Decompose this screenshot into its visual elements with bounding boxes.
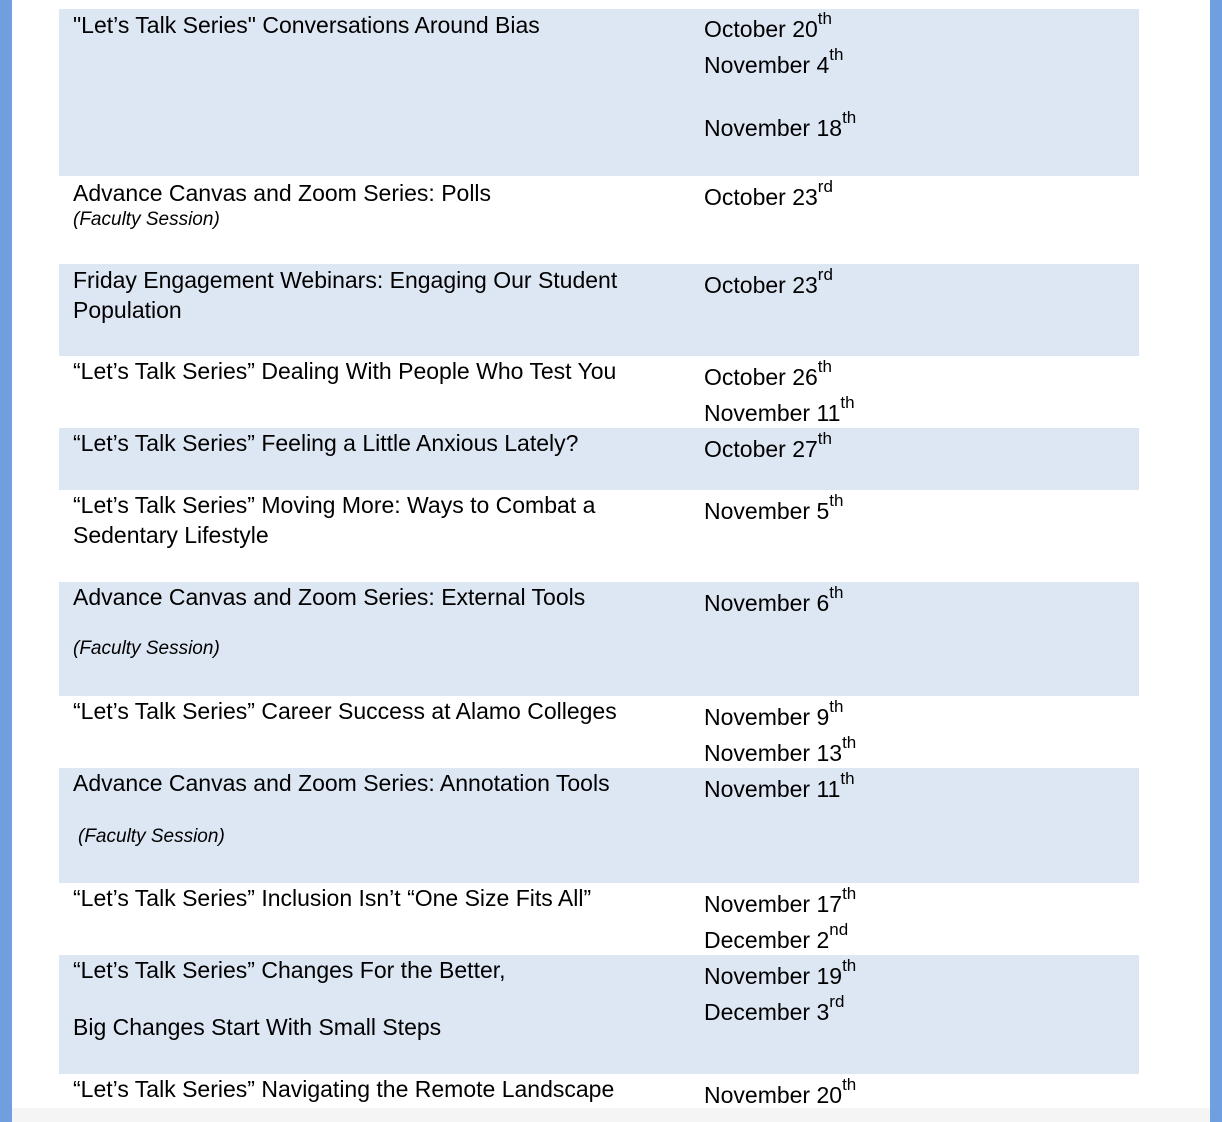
event-title-line: Friday Engagement Webinars: Engaging Our Student [73, 267, 618, 293]
schedule-row-canvas-zoom-annotation-tools [59, 768, 1139, 883]
event-title [73, 1074, 663, 1104]
event-title [73, 883, 663, 913]
event-date: October 23rd [704, 265, 833, 298]
event-date: October 27th [704, 429, 832, 462]
schedule-row-engagement-webinars [59, 264, 1139, 356]
schedule-row-inclusion [59, 883, 1139, 955]
schedule-row-people-who-test-you [59, 356, 1139, 428]
event-date: November 11th [704, 393, 855, 426]
schedule-row-feeling-anxious [59, 428, 1139, 490]
event-title-line: “Let’s Talk Series” Feeling a Little Anxious Lately? [73, 430, 579, 456]
event-subtitle: (Faculty Session) [78, 826, 225, 847]
schedule-row-conversations-around-bias [59, 9, 1139, 176]
event-date: October 20th [704, 9, 832, 42]
event-title-line: Advance Canvas and Zoom Series: Annotation Tools [73, 770, 610, 796]
event-title [73, 356, 663, 386]
event-date: November 13th [704, 733, 857, 766]
event-title [73, 428, 663, 458]
event-subtitle: (Faculty Session) [73, 638, 220, 659]
schedule-row-moving-more [59, 490, 1139, 582]
event-title-line: Advance Canvas and Zoom Series: External Tools [73, 584, 586, 610]
schedule-row-changes-for-the-better [59, 955, 1139, 1074]
event-date: November 9th [704, 697, 844, 730]
event-date: November 19th [704, 956, 857, 989]
event-title [73, 178, 663, 232]
event-title-line: “Let’s Talk Series” Changes For the Better, [73, 957, 506, 983]
schedule-row-canvas-zoom-polls [59, 176, 1139, 264]
event-date: November 6th [704, 583, 844, 616]
event-title-line: Big Changes Start With Small Steps [73, 1014, 442, 1040]
event-date: October 26th [704, 357, 832, 390]
event-date: November 5th [704, 491, 844, 524]
event-date: November 20th [704, 1075, 857, 1108]
event-date: October 23rd [704, 177, 833, 210]
event-title-line: “Let’s Talk Series” Career Success at Alamo Colleges [73, 698, 617, 724]
event-title-line: “Let’s Talk Series” Navigating the Remote Landscape [73, 1076, 615, 1102]
event-title [73, 490, 663, 550]
event-title [73, 768, 663, 849]
event-title-line: “Let’s Talk Series” Dealing With People Who Test You [73, 358, 617, 384]
event-title-line: Advance Canvas and Zoom Series: Polls [73, 180, 492, 206]
event-title-line: “Let’s Talk Series” Moving More: Ways to Combat a [73, 492, 596, 518]
event-subtitle: (Faculty Session) [73, 209, 220, 230]
event-title-line: Sedentary Lifestyle [73, 522, 269, 548]
event-date: December 2nd [704, 920, 849, 953]
event-title [73, 10, 663, 40]
event-title-line: "Let’s Talk Series" Conversations Around Bias [73, 12, 540, 38]
schedule-row-career-success [59, 696, 1139, 768]
event-date: November 11th [704, 769, 855, 802]
event-date: November 18th [704, 108, 857, 141]
event-date: December 3rd [704, 992, 845, 1025]
event-date: November 4th [704, 45, 844, 78]
event-title [73, 265, 663, 325]
schedule-row-canvas-zoom-external-tools [59, 582, 1139, 696]
event-title-line: “Let’s Talk Series” Inclusion Isn’t “One Size Fits All” [73, 885, 592, 911]
schedule-table [59, 9, 1139, 1114]
event-title [73, 582, 663, 661]
event-title [73, 955, 663, 1042]
event-title [73, 696, 663, 726]
event-date: November 17th [704, 884, 857, 917]
event-title-line: Population [73, 297, 182, 323]
schedule-row-remote-landscape [59, 1074, 1139, 1114]
